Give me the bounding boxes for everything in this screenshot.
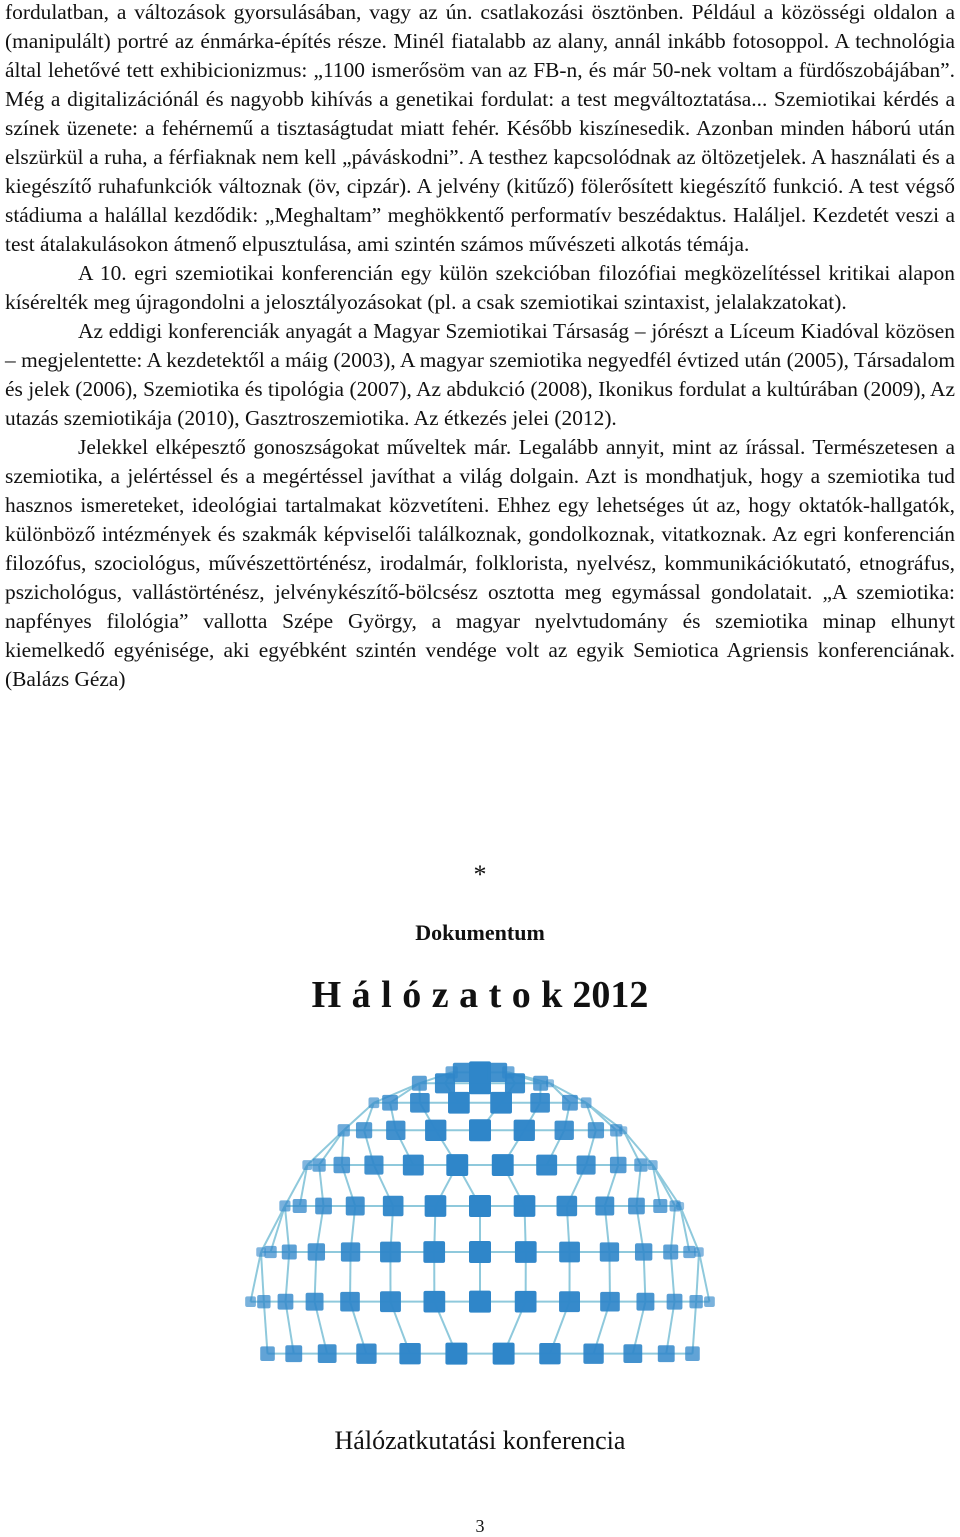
network-node [600,1292,620,1312]
network-node [469,1061,491,1083]
network-node [340,1292,360,1312]
network-edge [680,1206,689,1252]
network-node [245,1296,256,1307]
network-sphere-icon [245,1050,715,1410]
network-edge [680,1206,699,1252]
network-node [658,1345,675,1362]
network-node [356,1122,372,1138]
network-node [302,1160,312,1170]
network-node [260,1346,275,1361]
network-edge [699,1252,709,1302]
section-separator: * [473,860,487,889]
network-node [334,1157,351,1174]
network-node [356,1343,376,1363]
network-node [536,1155,557,1176]
paragraph-3: Az eddigi konferenciák anyagát a Magyar Szemiotikai Társaság – jórészt a Líceum Kiadóval közösen – megjelentette: A kezdetektől a máig (2003), A magyar szemiotika negyedfél évtized után (2005), Társadalom és jelek (2006), Szemiotika és tipológia (2007), Az abdukció (2008), Ikonikus fordulat a kultúrában (2009), Az utazás szemiotikája (2010), Gasztroszemiotika. Az étkezés jelei (2012). [5,319,955,430]
network-edge [692,1302,696,1354]
network-edge [251,1252,261,1302]
network-node [425,1195,447,1217]
network-node [382,1095,398,1111]
network-node [502,1066,514,1078]
network-node [469,1119,491,1141]
network-node [425,1120,446,1141]
network-node [282,1244,297,1259]
network-node [530,1093,550,1113]
document-label: Dokumentum [415,920,545,945]
network-node [364,1155,383,1174]
network-node [623,1344,642,1363]
network-node [448,1092,470,1114]
network-node [341,1242,360,1261]
network-node [257,1295,270,1308]
network-node [619,1126,627,1134]
network-node [577,1155,596,1174]
page-number: 3 [475,1516,485,1536]
network-node [410,1093,430,1113]
network-node [689,1295,702,1308]
network-node [559,1291,580,1312]
network-node [306,1293,324,1311]
network-node [514,1195,536,1217]
network-node [514,1120,535,1141]
network-node [386,1121,405,1140]
network-node [653,1199,667,1213]
network-node [533,1076,548,1091]
title-year: 2012 [572,974,649,1016]
network-node [515,1291,537,1313]
network-node [635,1243,652,1260]
network-node [515,1241,537,1263]
network-edge [696,1252,699,1302]
network-edge [261,1252,264,1302]
network-node [308,1243,325,1260]
main-title [0,970,960,1020]
network-node [667,1294,683,1310]
network-node [555,1121,574,1140]
network-node [610,1157,627,1174]
network-node [445,1343,467,1365]
network-node [493,1343,515,1365]
network-node [315,1198,332,1215]
network-node [595,1197,614,1216]
network-node [539,1343,560,1364]
network-node [399,1343,420,1364]
network-node [383,1196,404,1217]
network-node [600,1242,619,1261]
network-node [694,1247,703,1256]
network-node [469,1195,491,1217]
network-node [683,1246,695,1258]
network-node [628,1198,645,1215]
network-node [583,1343,603,1363]
network-node [423,1291,445,1313]
network-node [369,1097,380,1108]
network-node [634,1158,647,1171]
network-node [338,1124,350,1136]
network-node [380,1242,401,1263]
paragraph-4: Jelekkel elképesztő gonoszságokat műveltek már. Legalább annyit, mint az írással. Természetesen a szemiotika, a jelértéssel és a megértéssel javíthat a világ dolgain. Azt is mondhatjuk, hogy a szemiotika tud hasznos ismereteket, ideológiai tartalmakat közvetíteni. Ehhez egy lehetséges út az, hogy oktatók-hallgatók, különböző intézmények és szakmák képviselői találkoznak, gondolkoznak, vitatkoznak. Az egri konferencián filozófus, szociológus, művészettörténész, irodalmár, folklorista, nyelvész, kommunikációkutató, etnográfus, pszichológus, vallástörténész, jelvénykészítő-bölcsész osztotta meg egymással gondolatait. „A szemiotika: napfényes filológia” vallotta Szépe György, a magyar nyelvtudomány és szemiotika minap elhunyt kiemelkedő egyénisége, aki egyébként szintén vendége volt az egyik Semiotica Agriensis konferenciának. (Balázs Géza) [5,435,955,691]
network-node [469,1241,491,1263]
network-node [685,1346,700,1361]
network-node [446,1154,468,1176]
network-node [285,1345,302,1362]
network-node [318,1344,337,1363]
network-node [562,1095,578,1111]
network-node [423,1241,445,1263]
network-node [559,1242,580,1263]
network-node [412,1076,427,1091]
network-edge [264,1302,268,1354]
conference-label: Hálózatkutatási konferencia [334,1426,626,1455]
network-node [676,1202,684,1210]
network-node [279,1200,290,1211]
network-node [256,1247,265,1256]
network-node [346,1197,365,1216]
article-body [5,0,955,694]
network-node [403,1155,424,1176]
network-node [469,1291,491,1313]
paragraph-2: A 10. egri szemiotikai konferencián egy külön szekcióban filozófiai megközelítéssel kritikai alapon kísérelték meg újragondolni a jelosztályozásokat (pl. a csak szemiotikai szintaxist, jelalakzatokat). [5,261,955,314]
network-node [492,1154,514,1176]
network-node [490,1092,512,1114]
network-node [557,1196,578,1217]
network-node [546,1079,554,1087]
network-node [312,1158,325,1171]
network-node [293,1199,307,1213]
network-node [581,1097,592,1108]
network-node [380,1291,401,1312]
network-node [278,1294,294,1310]
network-node [648,1160,658,1170]
network-node [264,1246,276,1258]
paragraph-1: fordulatban, a változások gyorsulásában, vagy az ún. csatlakozási ösztönben. Például a közösségi oldalon a (manipulált) portré az énmárka-építés része. Minél fiatalabb az alany, annál inkább fotosoppol. A technológia által lehetővé tett exhibicionizmus: „1100 ismerősöm van az FB-n, és már 50-nek voltam a fürdőszobájában”. Még a digitalizációnál és nagyobb kihívás a genetikai fordulat: a test megváltoztatása... Szemiotikai kérdés a színek üzenete: a fehérnemű a tisztaságtudat miatt fehér. Később kiszínesedik. Azonban minden háború után elszürkül a ruha, a férfiaknak nem kell „páváskodni”. A testhez kapcsolódnak az öltözetjelek. A használati és a kiegészítő ruhafunkciók változnak (öv, cipzár). A jelvény (kitűző) fölerősített kiegészítő funkció. A test végső stádiuma a halállal kezdődik: „Meghaltam” meghökkentő performatív beszédaktus. Haláljel. Kezdetét veszi a test átalakulásokon átmenő elpusztulása, ami szintén számos művészeti alkotás témája. [5,0,955,256]
network-node [663,1244,678,1259]
network-node [704,1296,715,1307]
title-word: H á l ó z a t o k [311,974,563,1016]
network-node [636,1293,654,1311]
network-node [588,1122,604,1138]
